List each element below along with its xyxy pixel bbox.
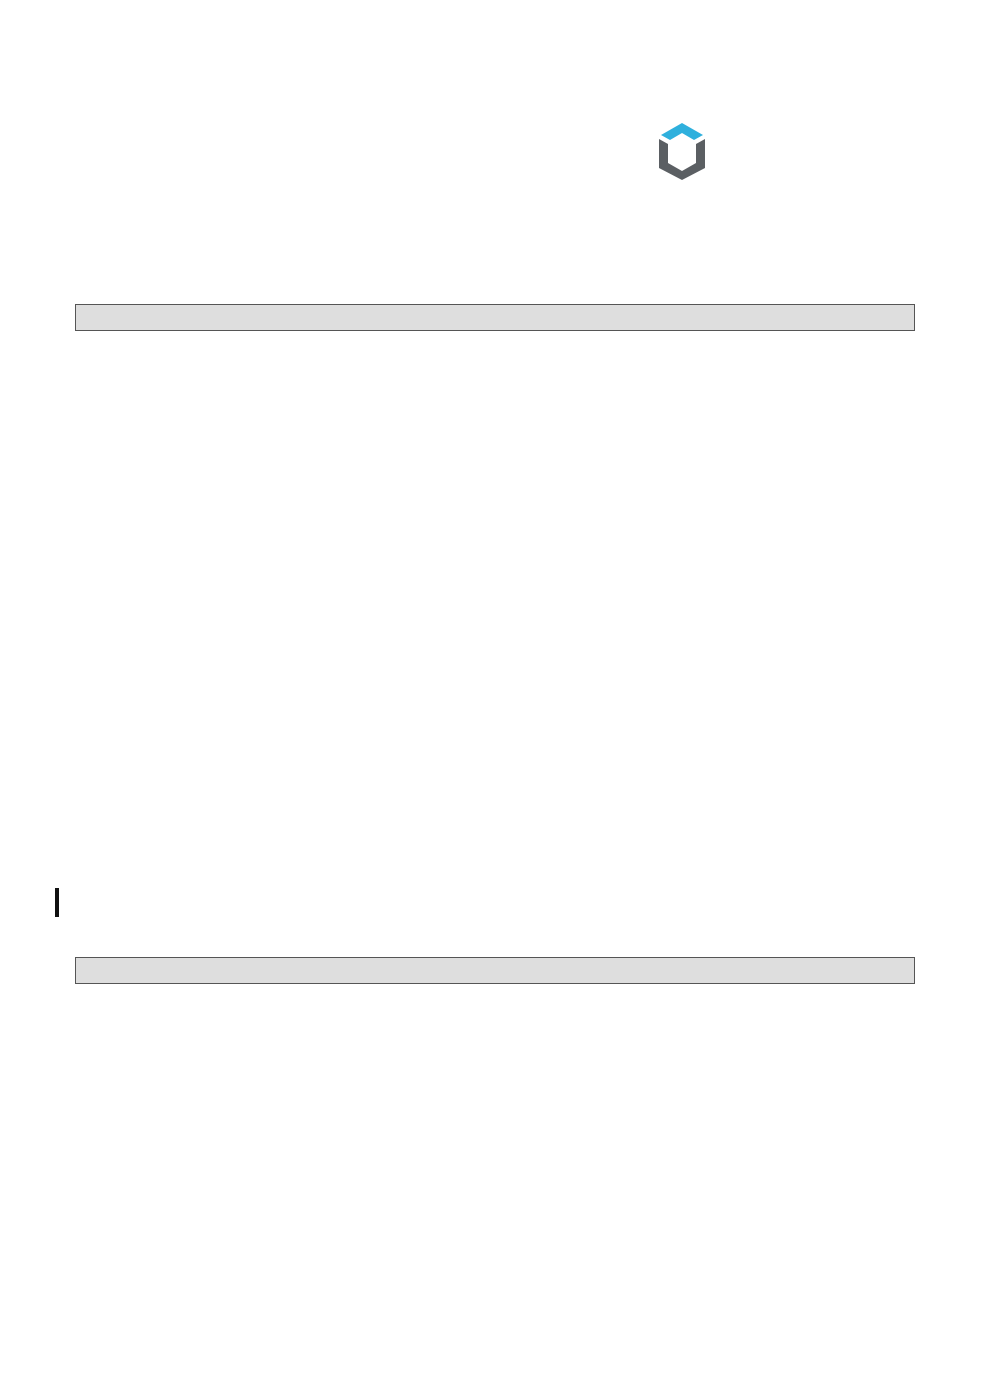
revision-change-bar (55, 888, 59, 917)
univar-logo (657, 121, 897, 183)
univar-logo-graphic (657, 121, 897, 183)
section-1-heading (75, 304, 915, 331)
section-2-heading (75, 957, 915, 984)
